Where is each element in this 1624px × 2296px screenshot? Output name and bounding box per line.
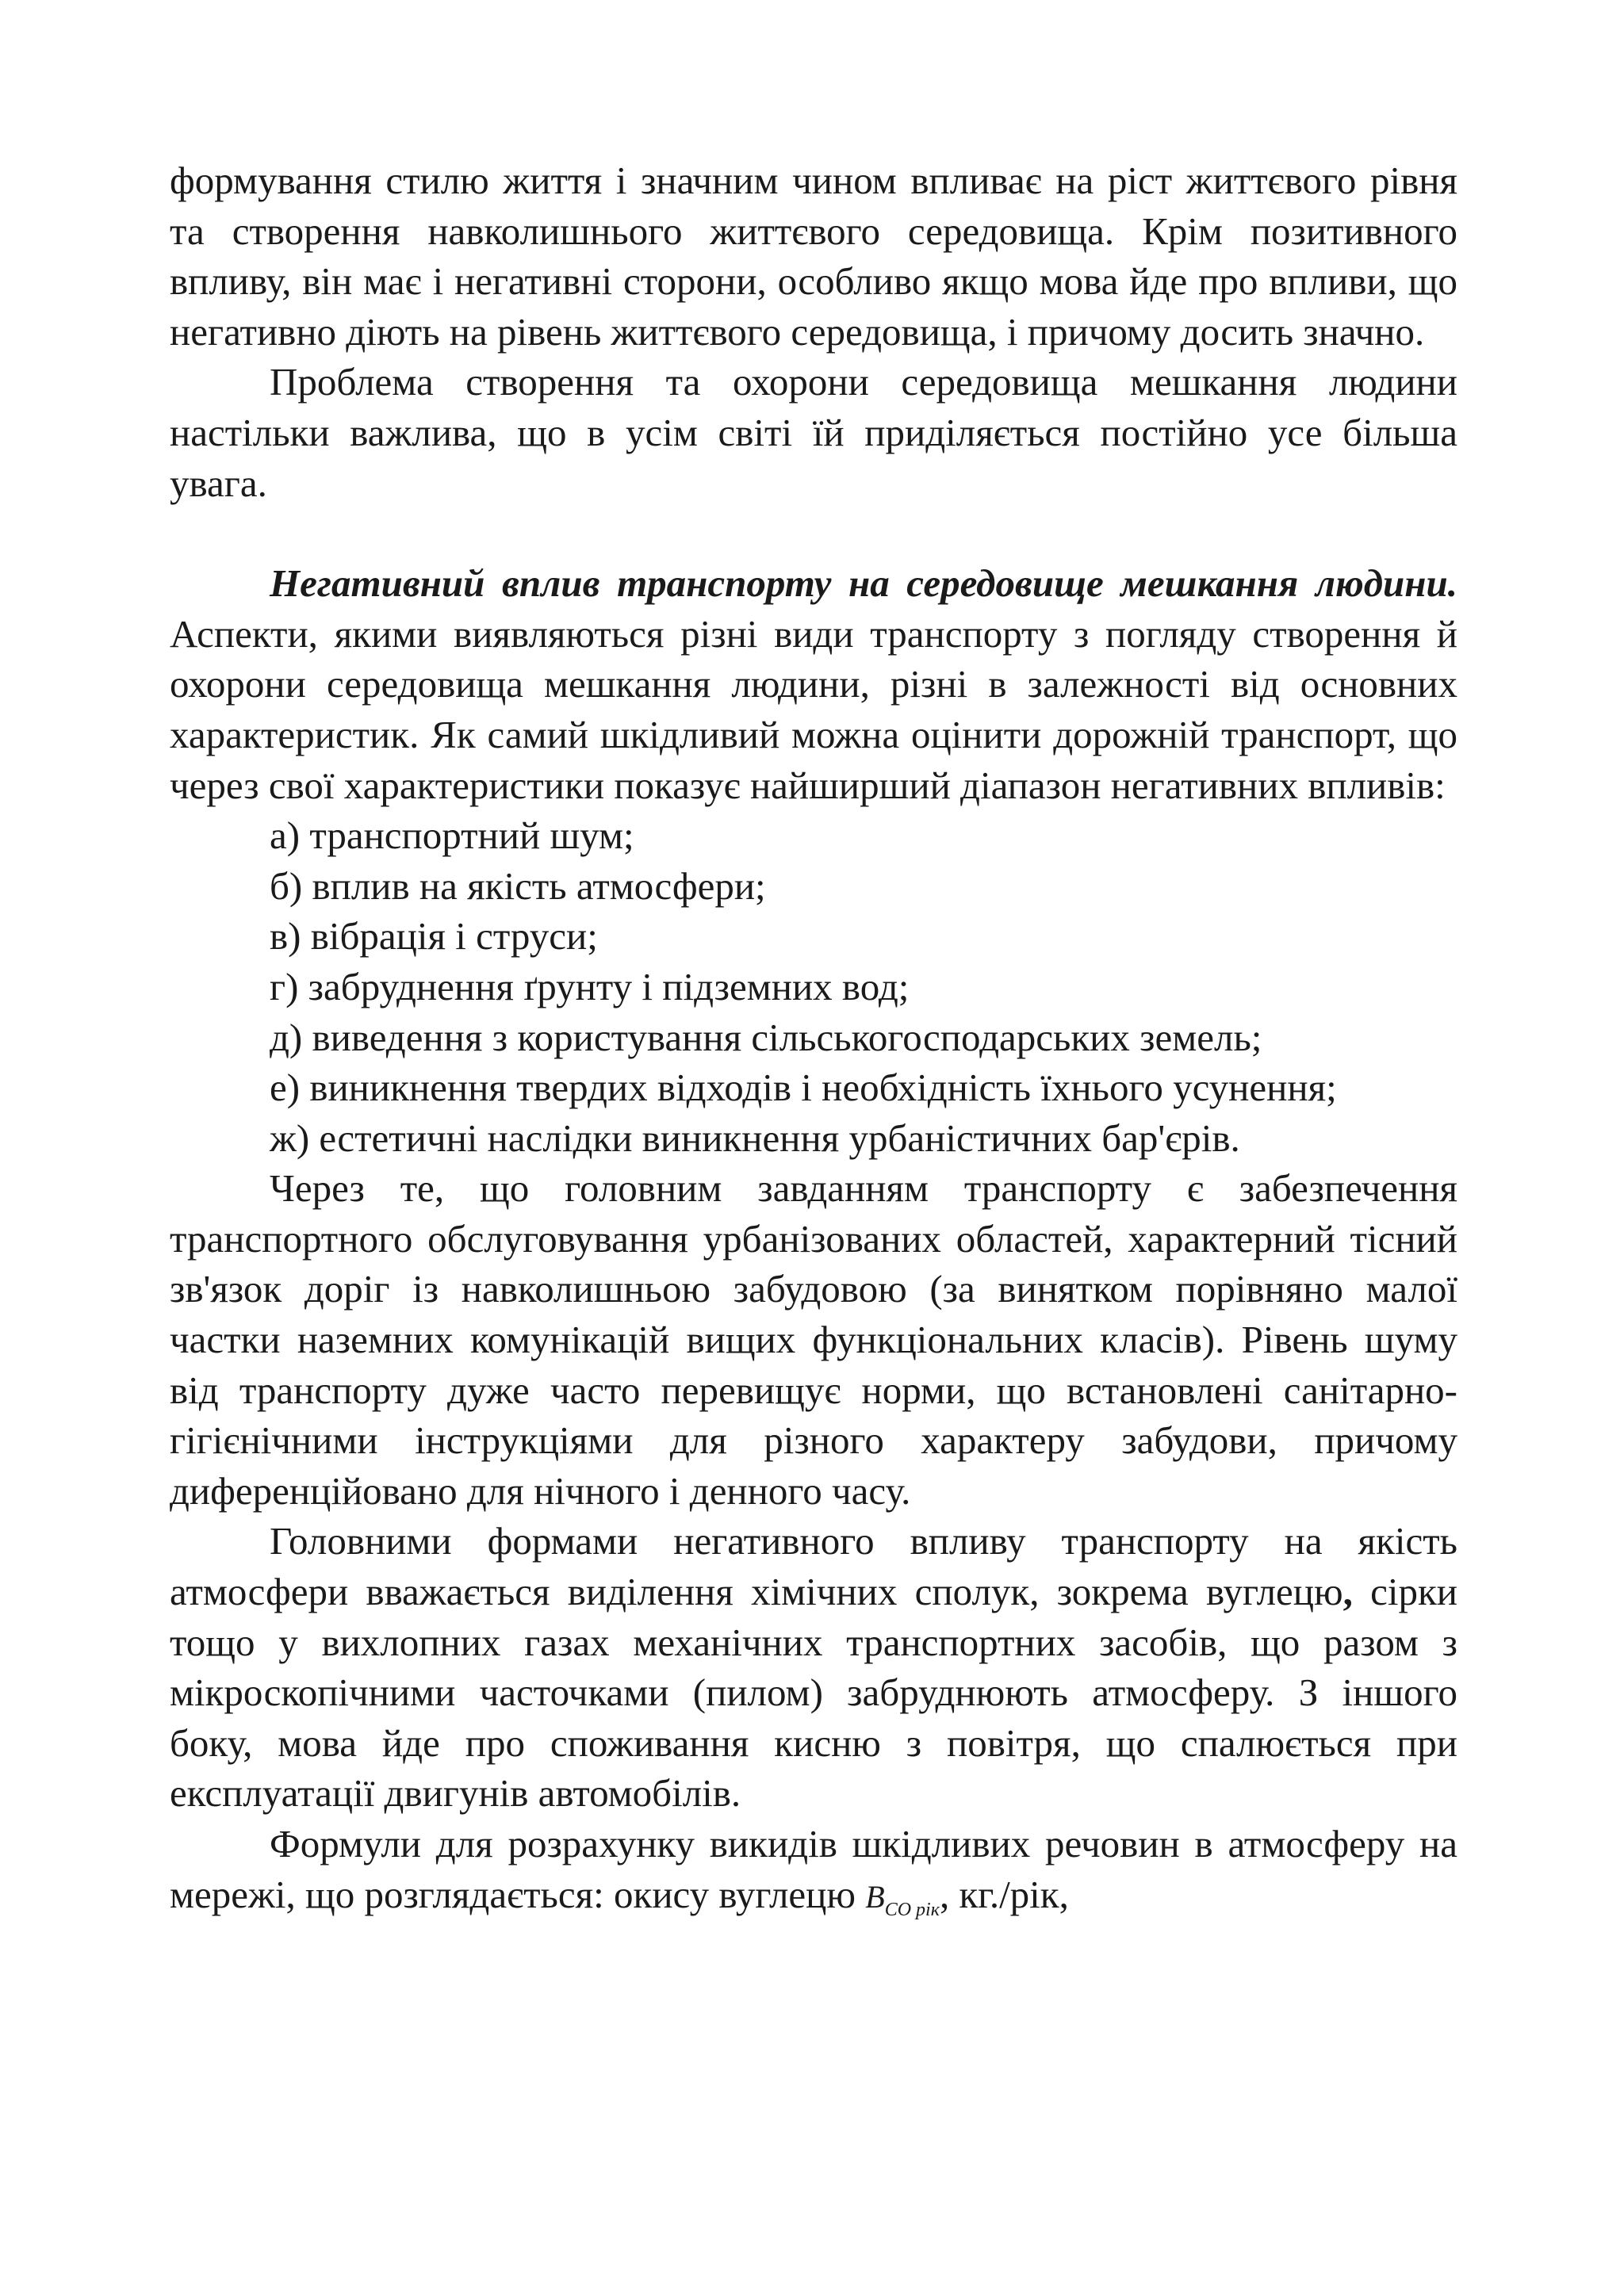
list-item-b: б) вплив на якість атмосфери; bbox=[270, 863, 766, 908]
section-heading-text: Аспекти, якими виявляються різні види транспорту з погляду створення й охорони середовища мешкання людини, різні в залежності від основних характеристик. Як самий шкідливий можна оцінити дорожній транспорт, що через свої характеристики показує найширший діапазон негативних впливів: bbox=[170, 611, 1457, 807]
list-item-e: е) виникнення твердих відходів і необхідність їхнього усунення; bbox=[270, 1066, 1337, 1110]
paragraph-formulas-unit: , кг./рік, bbox=[939, 1872, 1069, 1916]
document-page bbox=[170, 155, 1457, 1935]
paragraph-atmosphere bbox=[170, 1516, 1457, 1819]
paragraph-atmosphere-part1: Головними формами негативного впливу транспорту на якість атмосфери вважається виділення хімічних сполук, зокрема вуглецю bbox=[170, 1519, 1457, 1614]
paragraph-atmosphere-part2: сірки тощо у вихлопних газах механічних транспортних засобів, що разом з мікроскопічними часточками (пилом) забруднюють атмосферу. З іншого боку, мова йде про споживання кисню з повітря, що спалюється при експлуатації двигунів автомобілів. bbox=[170, 1570, 1457, 1816]
paragraph-negative-impact bbox=[170, 558, 1457, 810]
paragraph-noise: Через те, що головним завданням транспорту є забезпечення транспортного обслуговування урбанізованих областей, характерний тісний зв'язок доріг із навколишньою забудовою (за винятком порівняно малої частки наземних комунікацій вищих функціональних класів). Рівень шуму від транспорту дуже часто перевищує норми, що встановлені санітарно-гігієнічними інструкціями для різного характеру забудови, причому диференційовано для нічного і денного часу. bbox=[170, 1166, 1457, 1513]
list-item-v: в) вібрація і струси; bbox=[270, 914, 598, 959]
list-item-g: г) забруднення ґрунту і підземних вод; bbox=[270, 964, 910, 1008]
list-item-zh: ж) естетичні наслідки виникнення урбаністичних бар'єрів. bbox=[270, 1115, 1240, 1160]
paragraph-problem: Проблема створення та охорони середовища мешкання людини настільки важлива, що в усім світі їй приділяється постійно усе більша увага. bbox=[170, 360, 1457, 505]
paragraph-intro: формування стилю життя і значним чином впливає на ріст життєвого рівня та створення навколишнього життєвого середовища. Крім позитивного впливу, він має і негативні сторони, особливо якщо мова йде про впливи, що негативно діють на рівень життєвого середовища, і причому досить значно. bbox=[170, 159, 1457, 354]
paragraph-formulas bbox=[170, 1819, 1457, 1935]
bold-comma: , bbox=[1342, 1570, 1353, 1614]
list-item-d: д) виведення з користування сільськогосподарських земель; bbox=[270, 1015, 1262, 1059]
formula-subscript: CO рік bbox=[884, 1899, 940, 1920]
formula-b-co bbox=[865, 1878, 940, 1920]
formula-symbol: B bbox=[865, 1878, 885, 1915]
paragraph-gap bbox=[170, 508, 1457, 558]
section-heading: Негативний вплив транспорту на середовище мешкання людини. bbox=[270, 561, 1457, 606]
list-item-a: а) транспортний шум; bbox=[270, 813, 634, 858]
paragraph-formulas-text: Формули для розрахунку викидів шкідливих речовин в атмосферу на мережі, що розглядається: окису вуглецю bbox=[170, 1822, 1457, 1916]
